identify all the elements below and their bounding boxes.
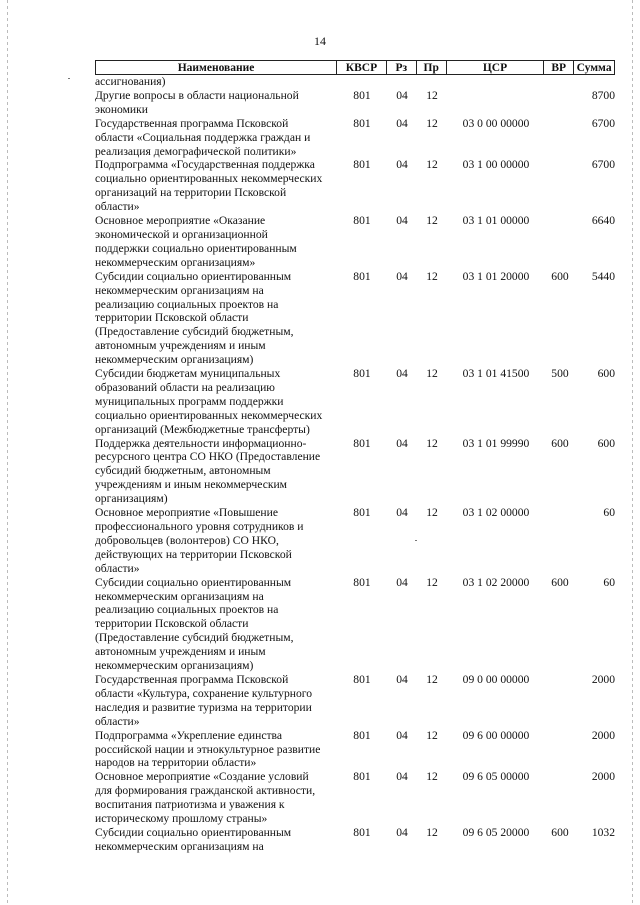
scan-edge-left	[7, 0, 8, 905]
cell-pr: 12	[426, 575, 438, 589]
row-name-line: некоммерческим организациям»	[95, 255, 256, 269]
header-vr: ВР	[544, 61, 574, 74]
row-name-line: области»	[95, 714, 140, 728]
cell-rz: 04	[396, 367, 408, 381]
cell-sum: 5440	[591, 269, 615, 283]
row-name-line: социально ориентированных некоммерческих	[95, 172, 323, 186]
row-name	[95, 270, 337, 367]
cell-pr: 12	[426, 269, 438, 283]
table-row	[95, 506, 625, 576]
cell-rz: 04	[396, 672, 408, 686]
cell-rz: 04	[396, 158, 408, 172]
cell-csr: 03 1 02 20000	[462, 575, 530, 589]
row-name-line: Основное мероприятие «Повышение	[95, 506, 278, 520]
row-name-line: ассигнования)	[95, 75, 166, 88]
cell-kvsr: 801	[353, 436, 371, 450]
row-name	[95, 437, 337, 507]
row-name	[95, 158, 337, 214]
header-sum: Сумма	[576, 61, 612, 74]
cell-vr: 600	[551, 436, 569, 450]
cell-rz: 04	[396, 116, 408, 130]
table-row	[95, 75, 625, 89]
cell-kvsr: 801	[353, 367, 371, 381]
cell-sum: 2000	[591, 672, 615, 686]
row-name	[95, 89, 337, 117]
row-name-line: организаций (Межбюджетные трансферты)	[95, 422, 310, 436]
cell-pr: 12	[426, 770, 438, 784]
cell-pr: 12	[426, 825, 438, 839]
row-name-line: области «Культура, сохранение культурного	[95, 686, 313, 700]
cell-csr: 09 0 00 00000	[462, 672, 530, 686]
row-name-line: экономической и организационной	[95, 227, 268, 241]
row-name-line: некоммерческим организациям на	[95, 283, 264, 297]
cell-pr: 12	[426, 506, 438, 520]
cell-rz: 04	[396, 269, 408, 283]
cell-rz: 04	[396, 506, 408, 520]
row-name	[95, 770, 337, 826]
cell-kvsr: 801	[353, 158, 371, 172]
table-row	[95, 214, 625, 270]
cell-sum: 600	[597, 367, 615, 381]
table-row	[95, 729, 625, 771]
row-name-line: Государственная программа Псковской	[95, 116, 289, 130]
row-name-line: (Предоставление субсидий бюджетным,	[95, 631, 294, 645]
table-row	[95, 367, 625, 437]
table-row	[95, 270, 625, 367]
cell-pr: 12	[426, 116, 438, 130]
cell-pr: 12	[426, 436, 438, 450]
cell-pr: 12	[426, 728, 438, 742]
row-name-line: профессионального уровня сотрудников и	[95, 520, 304, 533]
row-name-line: для формирования гражданской активности,	[95, 784, 316, 798]
row-name-line: территории Псковской области	[95, 311, 249, 325]
cell-sum: 6700	[591, 158, 615, 172]
cell-sum: 1032	[591, 825, 615, 839]
row-name-line: реализация демографической политики»	[95, 144, 297, 158]
row-name-line: историческому прошлому страны»	[95, 812, 268, 826]
cell-sum: 60	[603, 506, 615, 520]
row-name	[95, 729, 337, 771]
cell-rz: 04	[396, 728, 408, 742]
cell-sum: 2000	[591, 728, 615, 742]
row-name-line: некоммерческим организациям)	[95, 659, 254, 673]
cell-rz: 04	[396, 770, 408, 784]
cell-pr: 12	[426, 367, 438, 381]
row-name-line: действующих на территории Псковской	[95, 547, 292, 561]
row-name-line: Подпрограмма «Государственная поддержка	[95, 158, 315, 172]
cell-csr: 03 1 02 00000	[462, 506, 530, 520]
cell-sum: 6640	[591, 214, 615, 228]
cell-sum: 600	[597, 436, 615, 450]
cell-csr: 03 1 01 41500	[462, 367, 530, 381]
header-pr: Пр	[417, 61, 447, 74]
cell-kvsr: 801	[353, 672, 371, 686]
cell-vr: 600	[551, 825, 569, 839]
cell-sum: 6700	[591, 116, 615, 130]
cell-kvsr: 801	[353, 728, 371, 742]
cell-csr: 03 1 01 99990	[462, 436, 530, 450]
row-name-line: области «Социальная поддержка граждан и	[95, 130, 311, 144]
cell-csr: 03 1 01 20000	[462, 269, 530, 283]
row-name	[95, 117, 337, 159]
table-row	[95, 117, 625, 159]
row-name-line: добровольцев (волонтеров) СО НКО,	[95, 533, 279, 547]
table-body	[95, 75, 625, 854]
cell-csr: 09 6 00 00000	[462, 728, 530, 742]
row-name-line: некоммерческим организациям на	[95, 589, 264, 603]
cell-pr: 12	[426, 214, 438, 228]
row-name-line: Основное мероприятие «Оказание	[95, 214, 266, 228]
row-name-line: Другие вопросы в области национальной	[95, 88, 299, 102]
cell-csr: 09 6 05 20000	[462, 825, 530, 839]
row-name	[95, 506, 337, 576]
cell-csr: 03 0 00 00000	[462, 116, 530, 130]
cell-kvsr: 801	[353, 214, 371, 228]
table-header	[95, 60, 615, 75]
cell-pr: 12	[426, 158, 438, 172]
cell-pr: 12	[426, 88, 438, 102]
cell-kvsr: 801	[353, 575, 371, 589]
row-name-line: учреждениям и иным некоммерческим	[95, 478, 288, 492]
row-name	[95, 75, 337, 89]
row-name	[95, 576, 337, 673]
row-name-line: субсидий бюджетным, автономным	[95, 464, 271, 478]
row-name-line: реализацию социальных проектов на	[95, 297, 279, 311]
table-row	[95, 437, 625, 507]
row-name-line: реализацию социальных проектов на	[95, 603, 279, 617]
header-kvsr: КВСР	[337, 61, 387, 74]
table-row	[95, 770, 625, 826]
cell-kvsr: 801	[353, 269, 371, 283]
cell-kvsr: 801	[353, 770, 371, 784]
row-name-line: Субсидии социально ориентированным	[95, 269, 292, 283]
cell-sum: 8700	[591, 88, 615, 102]
row-name-line: муниципальных программ поддержки	[95, 394, 284, 408]
page-number: 14	[314, 34, 326, 48]
row-name-line: автономным учреждениям и иным	[95, 645, 266, 659]
row-name-line: Субсидии социально ориентированным	[95, 825, 292, 839]
row-name-line: ресурсного центра СО НКО (Предоставление	[95, 450, 321, 464]
row-name	[95, 673, 337, 729]
cell-rz: 04	[396, 88, 408, 102]
row-name	[95, 826, 337, 854]
cell-csr: 03 1 01 00000	[462, 214, 530, 228]
row-name-line: Субсидии социально ориентированным	[95, 575, 292, 589]
row-name-line: образований области на реализацию	[95, 380, 275, 394]
row-name	[95, 367, 337, 437]
table-row	[95, 826, 625, 854]
row-name-line: Подпрограмма «Укрепление единства	[95, 728, 282, 742]
cell-kvsr: 801	[353, 116, 371, 130]
cell-sum: 2000	[591, 770, 615, 784]
cell-vr: 600	[551, 575, 569, 589]
row-name-line: Государственная программа Псковской	[95, 672, 289, 686]
cell-rz: 04	[396, 575, 408, 589]
cell-rz: 04	[396, 436, 408, 450]
cell-sum: 60	[603, 575, 615, 589]
cell-kvsr: 801	[353, 88, 371, 102]
row-name-line: организациям)	[95, 492, 168, 506]
table-row	[95, 673, 625, 729]
cell-vr: 600	[551, 269, 569, 283]
row-name-line: автономным учреждениям и иным	[95, 339, 266, 353]
header-name: Наименование	[96, 61, 337, 74]
row-name-line: народов на территории области»	[95, 756, 257, 770]
scan-speck	[68, 78, 70, 79]
row-name-line: Поддержка деятельности информационно-	[95, 436, 307, 450]
table-row	[95, 158, 625, 214]
row-name-line: некоммерческим организациям)	[95, 353, 254, 367]
row-name-line: Субсидии бюджетам муниципальных	[95, 367, 281, 381]
row-name-line: области»	[95, 200, 140, 214]
row-name	[95, 214, 337, 270]
row-name-line: некоммерческим организациям на	[95, 839, 264, 853]
row-name-line: Основное мероприятие «Создание условий	[95, 770, 309, 784]
cell-kvsr: 801	[353, 825, 371, 839]
cell-kvsr: 801	[353, 506, 371, 520]
header-csr: ЦСР	[447, 61, 545, 74]
table-row	[95, 89, 625, 117]
cell-pr: 12	[426, 672, 438, 686]
cell-vr: 500	[551, 367, 569, 381]
row-name-line: территории Псковской области	[95, 617, 249, 631]
scan-edge-right	[632, 0, 633, 905]
header-rz: Рз	[387, 61, 417, 74]
row-name-line: (Предоставление субсидий бюджетным,	[95, 325, 294, 339]
row-name-line: экономики	[95, 102, 148, 116]
cell-rz: 04	[396, 214, 408, 228]
row-name-line: организаций на территории Псковской	[95, 186, 287, 200]
row-name-line: воспитания патриотизма и уважения к	[95, 798, 285, 812]
cell-rz: 04	[396, 825, 408, 839]
row-name-line: поддержки социально ориентированным	[95, 241, 297, 255]
row-name-line: области»	[95, 561, 140, 575]
cell-csr: 03 1 00 00000	[462, 158, 530, 172]
row-name-line: социально ориентированных некоммерческих	[95, 408, 323, 422]
row-name-line: российской нации и этнокультурное развитие	[95, 742, 321, 756]
table-row	[95, 576, 625, 673]
row-name-line: наследия и развитие туризма на территории	[95, 700, 312, 714]
cell-csr: 09 6 05 00000	[462, 770, 530, 784]
